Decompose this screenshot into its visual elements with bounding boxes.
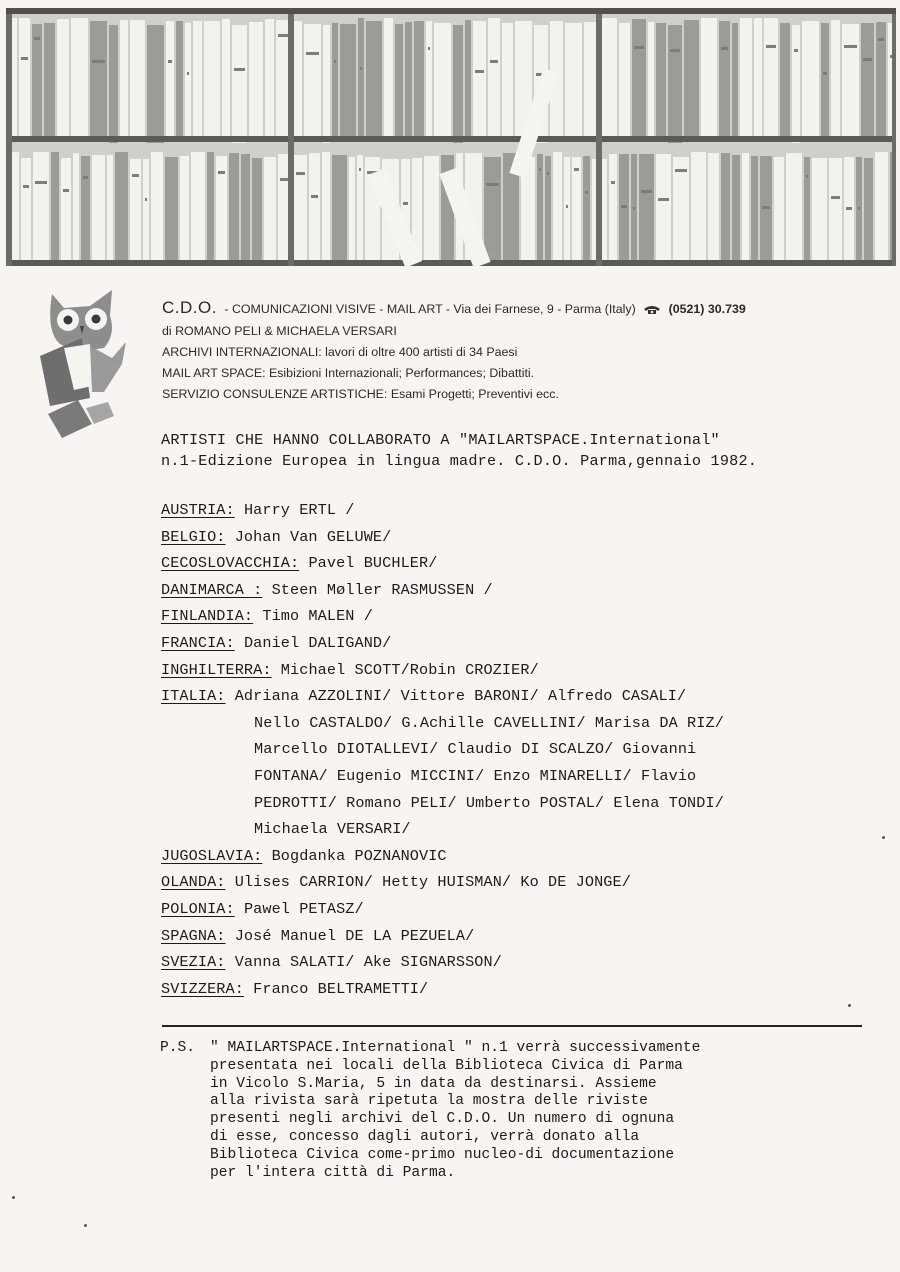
letterhead-line-1 <box>162 296 882 321</box>
country-label: SVIZZERA: <box>161 979 244 998</box>
letterhead <box>162 296 882 405</box>
country-label: BELGIO: <box>161 527 226 546</box>
roster-entry <box>161 577 881 604</box>
ps-line <box>160 1111 880 1129</box>
ps-line <box>160 1040 880 1058</box>
artist-names: PEDROTTI/ Romano PELI/ Umberto POSTAL/ Elena TONDI/ <box>254 793 724 812</box>
letterhead-line-3: ARCHIVI INTERNAZIONALI: lavori di oltre 400 artisti di 34 Paesi <box>162 345 518 359</box>
heading-line-2: n.1-Edizione Europea in lingua madre. C.D.O. Parma,gennaio 1982. <box>161 452 758 470</box>
artist-names: José Manuel DE LA PEZUELA/ <box>234 926 475 945</box>
letterhead-line-5: SERVIZIO CONSULENZE ARTISTICHE: Esami Progetti; Preventivi ecc. <box>162 387 559 401</box>
phone-number: (0521) 30.739 <box>668 302 746 316</box>
ps-line <box>160 1076 880 1094</box>
scan-speck <box>12 1196 15 1199</box>
roster-entry <box>161 816 881 843</box>
country-label: JUGOSLAVIA: <box>161 846 263 865</box>
roster-entry <box>161 550 881 577</box>
roster-entry <box>161 763 881 790</box>
ps-text: presenti negli archivi del C.D.O. Un numero di ognuna <box>210 1111 675 1128</box>
country-label: ITALIA: <box>161 687 226 706</box>
artist-names: Steen Møller RASMUSSEN / <box>271 580 493 599</box>
artist-names: Nello CASTALDO/ G.Achille CAVELLINI/ Marisa DA RIZ/ <box>254 713 724 732</box>
artist-names: Adriana AZZOLINI/ Vittore BARONI/ Alfredo CASALI/ <box>234 687 687 706</box>
ps-text: per l'intera città di Parma. <box>210 1164 456 1181</box>
ps-text: di esse, concesso dagli autori, verrà donato alla <box>210 1128 640 1145</box>
ps-text: alla rivista sarà ripetuta la mostra delle riviste <box>210 1093 648 1110</box>
artist-names: Daniel DALIGAND/ <box>243 633 392 652</box>
roster-entry <box>161 869 881 896</box>
roster-entry <box>161 976 881 1003</box>
artist-names: FONTANA/ Eugenio MICCINI/ Enzo MINARELLI/ Flavio <box>254 766 697 785</box>
document-heading <box>161 430 891 472</box>
country-label: SVEZIA: <box>161 953 226 972</box>
roster-entry <box>161 630 881 657</box>
country-label: AUSTRIA: <box>161 501 235 519</box>
scan-speck <box>848 1004 851 1007</box>
roster-entry <box>161 683 881 710</box>
artist-roster <box>161 497 881 1002</box>
country-label: INGHILTERRA: <box>161 660 272 679</box>
org-address: - COMUNICAZIONI VISIVE - MAIL ART - Via dei Farnese, 9 - Parma (Italy) <box>224 302 636 316</box>
ps-label: P.S. <box>160 1040 196 1056</box>
country-label: POLONIA: <box>161 899 235 918</box>
artist-names: Johan Van GELUWE/ <box>234 527 392 546</box>
roster-entry <box>161 923 881 950</box>
artist-names: Michaela VERSARI/ <box>254 820 411 839</box>
roster-entry <box>161 896 881 923</box>
roster-entry <box>161 497 881 524</box>
country-label: DANIMARCA : <box>161 580 263 599</box>
roster-entry <box>161 736 881 763</box>
ps-line <box>160 1165 880 1183</box>
divider-rule <box>162 1025 862 1027</box>
artist-names: Pawel PETASZ/ <box>243 899 364 918</box>
ps-text: " MAILARTSPACE.International " n.1 verrà successivamente <box>210 1040 701 1056</box>
artist-names: Franco BELTRAMETTI/ <box>253 979 429 998</box>
country-label: FINLANDIA: <box>161 607 254 626</box>
roster-entry <box>161 843 881 870</box>
letterhead-line-2: di ROMANO PELI & MICHAELA VERSARI <box>162 324 397 338</box>
ps-line <box>160 1129 880 1147</box>
letterhead-line-4: MAIL ART SPACE: Esibizioni Internazionali; Performances; Dibattiti. <box>162 366 535 380</box>
artist-names: Pavel BUCHLER/ <box>308 554 438 573</box>
ps-line <box>160 1093 880 1111</box>
roster-entry <box>161 790 881 817</box>
ps-text: presentata nei locali della Biblioteca Civica di Parma <box>210 1057 683 1074</box>
ps-line <box>160 1058 880 1076</box>
roster-entry <box>161 603 881 630</box>
telephone-icon <box>643 305 661 315</box>
bookshelf-banner <box>6 8 896 266</box>
country-label: FRANCIA: <box>161 633 235 652</box>
artist-names: Timo MALEN / <box>262 607 373 626</box>
ps-text: Biblioteca Civica come-primo nucleo-di documentazione <box>210 1146 675 1163</box>
artist-names: Marcello DIOTALLEVI/ Claudio DI SCALZO/ Giovanni <box>254 740 697 759</box>
artist-names: Harry ERTL / <box>243 501 355 519</box>
artist-names: Vanna SALATI/ Ake SIGNARSSON/ <box>234 953 502 972</box>
country-label: SPAGNA: <box>161 926 226 945</box>
scan-speck <box>84 1224 87 1227</box>
roster-entry <box>161 949 881 976</box>
owl-logo-icon <box>30 286 130 441</box>
country-label: CECOSLOVACCHIA: <box>161 554 300 573</box>
roster-entry <box>161 657 881 684</box>
scan-speck <box>882 836 885 839</box>
org-name: C.D.O. <box>162 298 217 317</box>
artist-names: Bogdanka POZNANOVIC <box>271 846 447 865</box>
roster-entry <box>161 524 881 551</box>
ps-line <box>160 1147 880 1165</box>
country-label: OLANDA: <box>161 873 226 892</box>
ps-text: in Vicolo S.Maria, 5 in data da destinarsi. Assieme <box>210 1075 657 1092</box>
heading-line-1: ARTISTI CHE HANNO COLLABORATO A "MAILARTSPACE.International" <box>161 431 720 449</box>
roster-entry <box>161 710 881 737</box>
postscript <box>160 1040 880 1182</box>
bookshelf-photo-icon <box>6 8 896 266</box>
artist-names: Michael SCOTT/Robin CROZIER/ <box>280 660 539 679</box>
artist-names: Ulises CARRION/ Hetty HUISMAN/ Ko DE JONGE/ <box>234 873 631 892</box>
